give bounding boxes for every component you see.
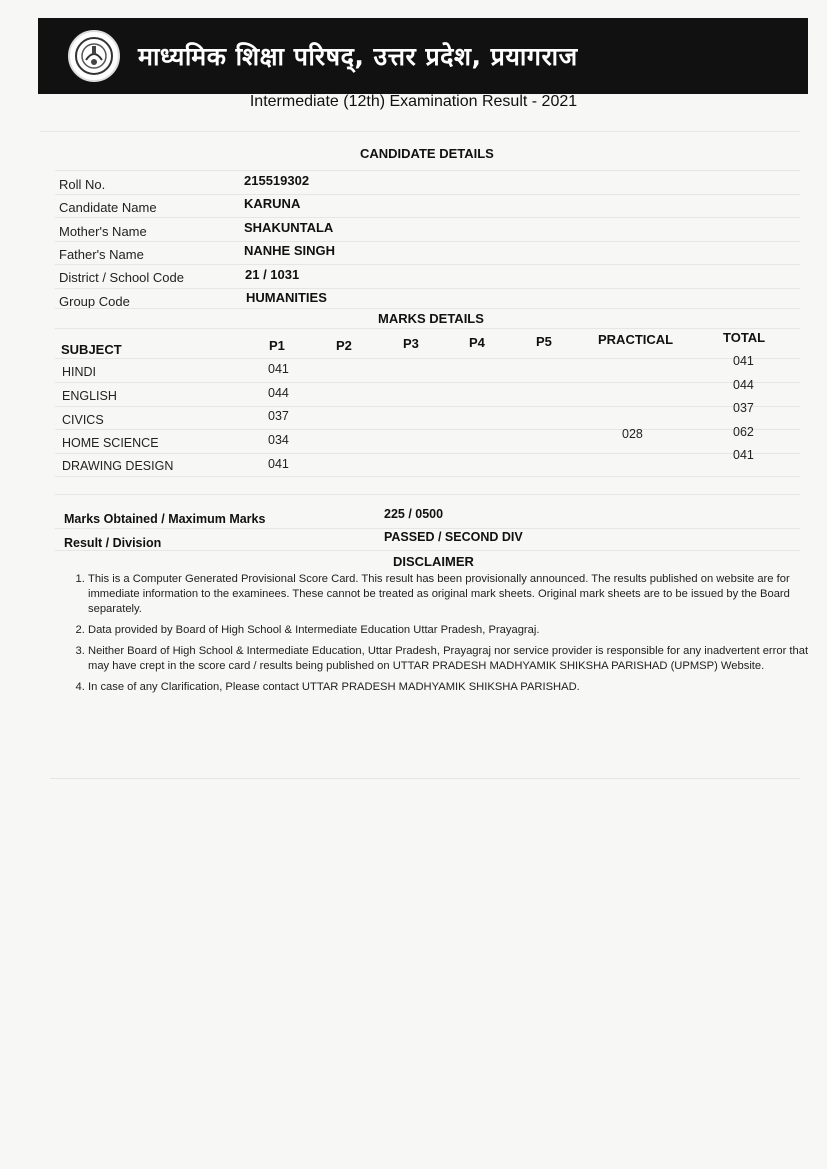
p1-cell: 034 [268, 433, 289, 447]
divider [55, 429, 800, 430]
subject-cell: DRAWING DESIGN [62, 459, 174, 473]
practical-cell: 028 [622, 427, 643, 441]
disclaimer-title: DISCLAIMER [393, 554, 474, 569]
divider [40, 131, 800, 132]
candidate-section-title: CANDIDATE DETAILS [360, 146, 494, 161]
divider [55, 528, 800, 529]
candidate-name-value: KARUNA [244, 196, 301, 211]
marks-obtained-label: Marks Obtained / Maximum Marks [64, 512, 266, 526]
disclaimer-list [66, 572, 826, 701]
disclaimer-item: 4. In case of any Clarification, Please contact UTTAR PRADESH MADHYAMIK SHIKSHA PARISHAD. [88, 680, 826, 695]
divider [55, 241, 800, 242]
district-school-label: District / School Code [59, 270, 184, 285]
p1-cell: 044 [268, 386, 289, 400]
group-code-label: Group Code [59, 294, 130, 309]
p1-cell: 041 [268, 362, 289, 376]
divider [55, 476, 800, 477]
subject-cell: ENGLISH [62, 389, 117, 403]
district-school-value: 21 / 1031 [245, 267, 300, 282]
col-subject: SUBJECT [61, 342, 122, 357]
divider [55, 550, 800, 551]
col-total: TOTAL [723, 330, 766, 345]
father-name-label: Father's Name [59, 247, 144, 262]
exam-title: Intermediate (12th) Examination Result - 2021 [249, 93, 578, 110]
divider [55, 194, 800, 195]
col-p2: P2 [336, 338, 352, 353]
total-cell: 041 [733, 354, 754, 368]
divider [55, 382, 800, 383]
divider [55, 308, 800, 309]
marks-obtained-value: 225 / 0500 [384, 507, 444, 521]
col-p4: P4 [469, 335, 485, 350]
divider [55, 328, 800, 329]
roll-no-value: 215519302 [244, 173, 310, 188]
roll-no-label: Roll No. [59, 177, 106, 192]
divider [55, 453, 800, 454]
board-name: माध्यमिक शिक्षा परिषद्, उत्तर प्रदेश, प्रयागराज [138, 42, 578, 71]
subject-cell: CIVICS [62, 413, 104, 427]
divider [55, 358, 800, 359]
mother-name-value: SHAKUNTALA [244, 220, 334, 235]
board-logo [68, 30, 120, 82]
divider [55, 494, 800, 495]
total-cell: 044 [733, 378, 754, 392]
disclaimer-item: 2. Data provided by Board of High School & Intermediate Education Uttar Pradesh, Prayagraj. [88, 623, 826, 638]
total-cell: 062 [733, 425, 754, 439]
divider [55, 406, 800, 407]
total-cell: 037 [733, 401, 754, 415]
divider [50, 778, 800, 779]
col-p1: P1 [269, 338, 285, 353]
subject-cell: HINDI [62, 365, 97, 379]
result-value: PASSED / SECOND DIV [384, 530, 523, 544]
total-cell: 041 [733, 448, 754, 462]
marks-section-title: MARKS DETAILS [378, 311, 484, 326]
p1-cell: 041 [268, 457, 289, 471]
disclaimer-item: 3. Neither Board of High School & Intermediate Education, Uttar Pradesh, Prayagraj nor service provider is responsible for any inadvertent error that may have crept in the score card / results being published on UTTAR PRADESH MADHYAMIK SHIKSHA PARISHAD (UPMSP) Website. [88, 644, 826, 674]
divider [55, 288, 800, 289]
subject-cell: HOME SCIENCE [62, 436, 159, 450]
divider [55, 170, 800, 171]
candidate-name-label: Candidate Name [59, 200, 157, 215]
group-code-value: HUMANITIES [246, 290, 327, 305]
result-label: Result / Division [64, 536, 162, 550]
divider [55, 217, 800, 218]
disclaimer-item: 1. This is a Computer Generated Provisional Score Card. This result has been provisionally announced. The results published on website are for immediate information to the examinees. These cannot be treated as original mark sheets. Original mark sheets are to be issued by the Board separately. [88, 572, 826, 617]
divider [55, 264, 800, 265]
col-p3: P3 [403, 336, 419, 351]
header-bar [38, 18, 808, 94]
mother-name-label: Mother's Name [59, 224, 147, 239]
emblem-icon [74, 36, 114, 76]
p1-cell: 037 [268, 409, 289, 423]
col-practical: PRACTICAL [598, 332, 674, 347]
col-p5: P5 [536, 334, 552, 349]
father-name-value: NANHE SINGH [244, 243, 336, 258]
